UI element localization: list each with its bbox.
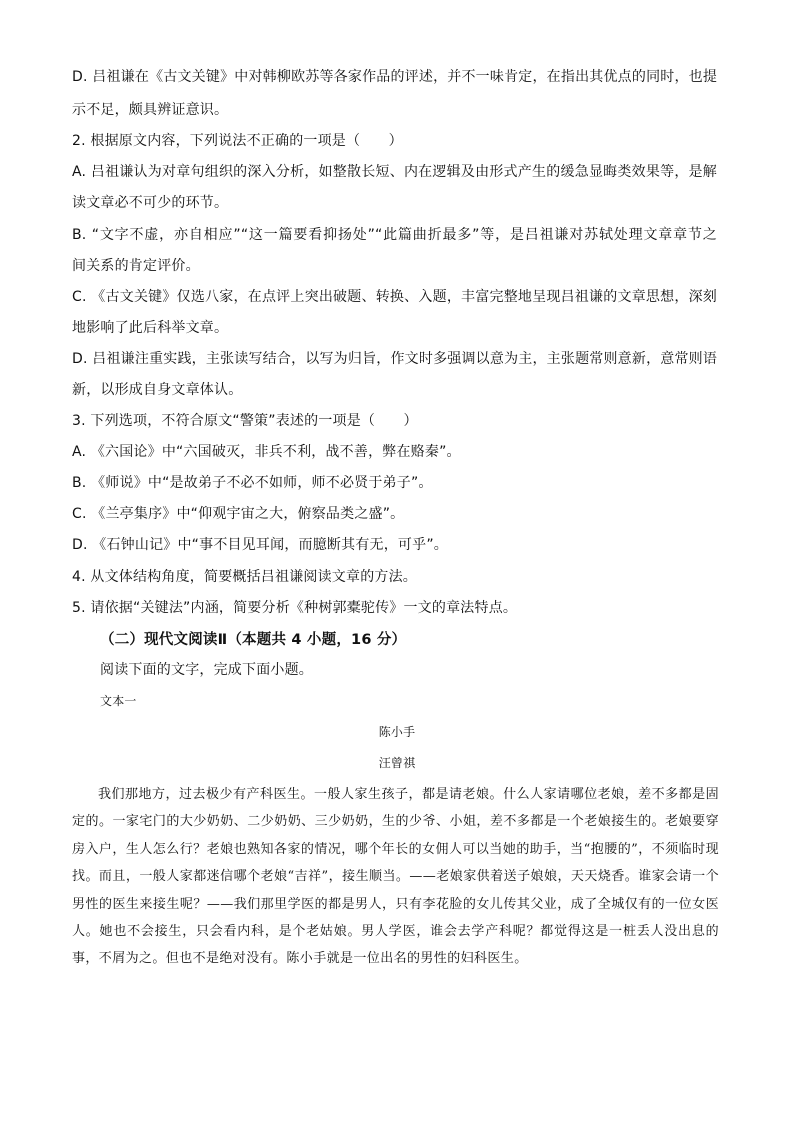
q2-option-a-line-2: 读文章必不可少的环节。 xyxy=(72,195,229,211)
text-label: 文本一 xyxy=(100,694,137,708)
question-4: 4. 从文体结构角度，简要概括吕祖谦阅读文章的方法。 xyxy=(72,569,418,585)
story-title: 陈小手 xyxy=(378,725,416,739)
q3-option-a: A. 《六国论》中“六国破灭，非兵不利，战不善，弊在赂秦”。 xyxy=(72,444,461,460)
question-3: 3. 下列选项，不符合原文“警策”表述的一项是（ ） xyxy=(72,413,418,429)
reading-instruction: 阅读下面的文字，完成下面小题。 xyxy=(100,662,313,678)
section-heading: （二）现代文阅读Ⅱ（本题共 4 小题，16 分） xyxy=(100,632,407,648)
q2-option-d-line-2: 新，以形成自身文章体认。 xyxy=(72,382,243,398)
q2-option-a-line-1: A. 吕祖谦认为对章句组织的深入分析，如整散长短、内在逻辑及由形式产生的缓急显晦类效果等，是解 xyxy=(72,164,717,180)
q3-option-d: D. 《石钟山记》中“事不目见耳闻，而臆断其有无，可乎”。 xyxy=(72,537,448,553)
q3-option-c: C. 《兰亭集序》中“仰观宇宙之大，俯察品类之盛”。 xyxy=(72,506,405,522)
q2-option-d-line-1: D. 吕祖谦注重实践，主张读写结合，以写为归旨，作文时多强调以意为主，主张题常则意新，意常则语 xyxy=(72,351,718,367)
q2-option-c-line-1: C. 《古文关键》仅选八家，在点评上突出破题、转换、入题，丰富完整地呈现吕祖谦的文章思想，深刻 xyxy=(72,289,717,305)
q2-option-b-line-1: B. “文字不虚，亦自相应”“这一篇要看抑扬处”“此篇曲折最多”等，是吕祖谦对苏轼处理文章章节之 xyxy=(72,227,717,243)
q3-option-b: B. 《师说》中“是故弟子不必不如师，师不必贤于弟子”。 xyxy=(72,475,433,491)
option-d-line-1: D. 吕祖谦在《古文关键》中对韩柳欧苏等各家作品的评述，并不一味肯定，在指出其优点的同时，也提 xyxy=(72,69,718,85)
story-paragraph: 我们那地方，过去极少有产科医生。一般人家生孩子，都是请老娘。什么人家请哪位老娘，差不多都是固定的。一家宅门的大少奶奶、二少奶奶、三少奶奶，生的少爷、小姐，差不多都是一个老娘接生的。老娘要穿房入户，生人怎么行？老娘也熟知各家的情况，哪个年长的女佣人可以当她的助手，当“抱腰的”，不须临时现找。而且，一般人家都迷信哪个老娘“吉祥”，接生顺当。——老娘家供着送子娘娘，天天烧香。谁家会请一个男性的医生来接生呢？——我们那里学医的都是男人，只有李花脸的女儿传其父业，成了全城仅有的一位女医人。她也不会接生，只会看内科，是个老姑娘。男人学医，谁会去学产科呢？都觉得这是一桩丢人没出息的事，不屑为之。但也不是绝对没有。陈小手就是一位出名的男性的妇科医生。 xyxy=(72,787,719,967)
q2-option-b-line-2: 间关系的肯定评价。 xyxy=(72,258,200,274)
question-2: 2. 根据原文内容，下列说法不正确的一项是（ ） xyxy=(72,133,403,149)
q2-option-c-line-2: 地影响了此后科举文章。 xyxy=(72,320,229,336)
question-5: 5. 请依据“关键法”内涵，简要分析《种树郭橐驼传》一文的章法特点。 xyxy=(72,600,518,616)
option-d-line-2: 示不足，颇具辨证意识。 xyxy=(72,102,229,118)
story-author: 汪曾祺 xyxy=(378,756,416,770)
